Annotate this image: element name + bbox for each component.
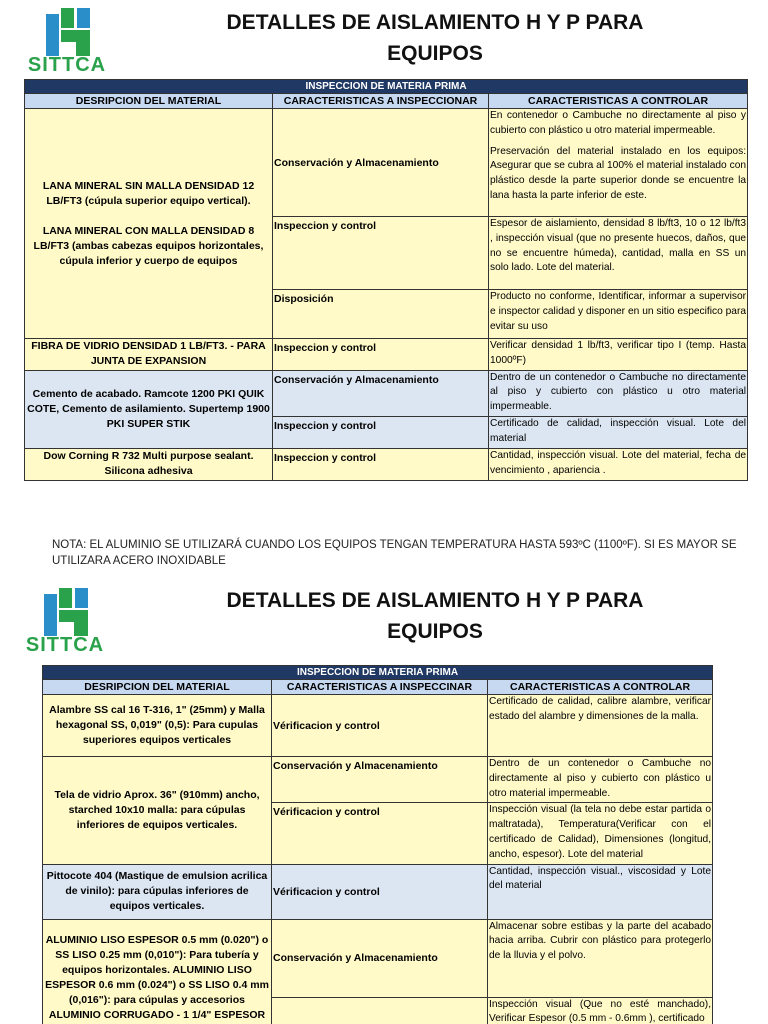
control-cell: Espesor de aislamiento, densidad 8 lb/ft3, 10 o 12 lb/ft3 , inspección visual (que no presente huecos, daños, que no se encuentre húmeda), cantidad, malla en SS un solo lado. Lote del material. bbox=[489, 217, 748, 290]
material-cell bbox=[25, 109, 273, 339]
control-cell: Verificar densidad 1 lb/ft3, verificar tipo I (temp. Hasta 1000ºF) bbox=[489, 339, 748, 371]
control-cell: Certificado de calidad, calibre alambre, verificar estado del alambre y dimensiones de la malla. bbox=[488, 695, 713, 757]
material-cell: Cemento de acabado. Ramcote 1200 PKI QUIK COTE, Cemento de asilamiento. Supertemp 1900 PKI SUPER STIK bbox=[25, 370, 273, 448]
material-cell: Tela de vidrio Aprox. 36" (910mm) ancho, starched 10x10 malla: para cúpulas inferiores de equipos verticales. bbox=[43, 757, 272, 865]
material-cell: Dow Corning R 732 Multi purpose sealant. Silicona adhesiva bbox=[25, 448, 273, 480]
control-cell: Inspección visual (la tela no debe estar partida o maltratada), Temperatura(Verificar con el certificado de Calidad), Dimensiones (longitud, ancho, espesor). Lote del material bbox=[488, 803, 713, 864]
inspect-cell: Conservación y Almacenamiento bbox=[272, 757, 488, 803]
page-title bbox=[130, 7, 740, 69]
sittca-logo bbox=[20, 584, 110, 656]
column-header: CARACTERISTICAS A CONTROLAR bbox=[489, 94, 748, 109]
inspect-cell: Conservación y Almacenamiento bbox=[273, 109, 489, 217]
column-header: DESRIPCION DEL MATERIAL bbox=[43, 680, 272, 695]
header-section-2 bbox=[0, 580, 768, 656]
aluminum-note: NOTA: EL ALUMINIO SE UTILIZARÁ CUANDO LOS EQUIPOS TENGAN TEMPERATURA HASTA 593ºC (1100ºF). SI ES MAYOR SE UTILIZARA ACERO INOXIDABLE bbox=[52, 539, 737, 567]
material-cell: Pittocote 404 (Mastique de emulsion acrilica de vinilo): para cúpulas inferiores de equipos verticales. bbox=[43, 864, 272, 919]
control-cell: Almacenar sobre estibas y la parte del acabado hacia arriba. Cubrir con plástico para protegerlo de la lluvia y el polvo. bbox=[488, 919, 713, 997]
control-text: Preservación del material instalado en los equipos: Asegurar que se cubra al 100% el material instalado con plástico desde la parte superior donde se encuentre la lana hasta la parte inferior de este. bbox=[490, 145, 747, 201]
title-line-1: DETALLES DE AISLAMIENTO H Y P PARA bbox=[226, 589, 644, 612]
material-text: LANA MINERAL CON MALLA DENSIDAD 8 LB/FT3 (ambas cabezas equipos horizontales, cúpula inferior y cuerpo de equipos bbox=[33, 224, 264, 267]
header-section-1 bbox=[0, 0, 768, 76]
inspection-table-2 bbox=[42, 665, 713, 1024]
column-header: DESRIPCION DEL MATERIAL bbox=[25, 94, 273, 109]
table-band: INSPECCION DE MATERIA PRIMA bbox=[25, 80, 748, 94]
material-cell: ALUMINIO LISO ESPESOR 0.5 mm (0.020") o SS LISO 0.25 mm (0,010"): Para tubería y equipos horizontales. ALUMINIO LISO ESPESOR 0.6 mm (0.024") o SS LISO 0.4 mm (0,016"): para cúpulas y accesorios ALUMINIO CORRUGADO - 1 1/4" ESPESOR bbox=[43, 919, 272, 1024]
material-cell: Alambre SS cal 16 T-316, 1" (25mm) y Malla hexagonal SS, 0,019" (0,5): Para cupulas superiores equipos verticales bbox=[43, 695, 272, 757]
control-cell: Certificado de calidad, inspección visual. Lote del material bbox=[489, 416, 748, 448]
title-line-1: DETALLES DE AISLAMIENTO H Y P PARA bbox=[226, 11, 644, 34]
title-line-2: EQUIPOS bbox=[387, 42, 483, 65]
control-cell: Dentro de un contenedor o Cambuche no directamente al piso y cubierto con plástico u otro material impermeable. bbox=[488, 757, 713, 803]
material-cell: FIBRA DE VIDRIO DENSIDAD 1 LB/FT3. - PARA JUNTA DE EXPANSION bbox=[25, 339, 273, 371]
sittca-logo bbox=[22, 4, 112, 76]
inspect-cell bbox=[272, 997, 488, 1024]
inspect-cell: Inspeccion y control bbox=[273, 416, 489, 448]
inspect-cell: Inspeccion y control bbox=[273, 217, 489, 290]
column-header: CARACTERISTICAS A INSPECCINAR bbox=[272, 680, 488, 695]
table-band: INSPECCION DE MATERIA PRIMA bbox=[43, 666, 713, 680]
inspect-cell: Conservación y Almacenamiento bbox=[272, 919, 488, 997]
inspect-cell: Vérificacion y control bbox=[272, 864, 488, 919]
inspect-cell: Conservación y Almacenamiento bbox=[273, 370, 489, 416]
column-header: CARACTERISTICAS A INSPECCIONAR bbox=[273, 94, 489, 109]
inspect-cell: Vérificacion y control bbox=[272, 695, 488, 757]
brand-name: SITTCA bbox=[27, 54, 107, 76]
page-title bbox=[130, 585, 740, 647]
control-cell: Inspección visual (Que no esté manchado), Verificar Espesor (0.5 mm - 0.6mm ), certificado bbox=[488, 997, 713, 1024]
sittca-logo-icon bbox=[46, 8, 90, 56]
control-text: En contenedor o Cambuche no directamente al piso y cubierto con plástico u otro material impermeable. bbox=[490, 110, 747, 136]
control-cell: Cantidad, inspección visual., viscosidad y Lote del material bbox=[488, 864, 713, 919]
inspect-cell: Inspeccion y control bbox=[273, 448, 489, 480]
control-cell bbox=[489, 109, 748, 217]
column-header: CARACTERISTICAS A CONTROLAR bbox=[488, 680, 713, 695]
inspect-cell: Disposición bbox=[273, 290, 489, 339]
brand-name: SITTCA bbox=[25, 634, 105, 656]
inspect-cell: Inspeccion y control bbox=[273, 339, 489, 371]
inspection-table-1 bbox=[24, 79, 748, 481]
control-cell: Dentro de un contenedor o Cambuche no directamente al piso y cubierto con plástico u otro material impermeable. bbox=[489, 370, 748, 416]
title-line-2: EQUIPOS bbox=[387, 620, 483, 643]
inspect-cell: Vérificacion y control bbox=[272, 803, 488, 864]
sittca-logo-icon bbox=[44, 588, 88, 636]
control-cell: Producto no conforme, Identificar, informar a supervisor e inspector calidad y disponer en un sitio especifico para evitar su uso bbox=[489, 290, 748, 339]
material-text: LANA MINERAL SIN MALLA DENSIDAD 12 LB/FT3 (cúpula superior equipo vertical). bbox=[42, 179, 255, 207]
control-cell: Cantidad, inspección visual. Lote del material, fecha de vencimiento , apariencia . bbox=[489, 448, 748, 480]
